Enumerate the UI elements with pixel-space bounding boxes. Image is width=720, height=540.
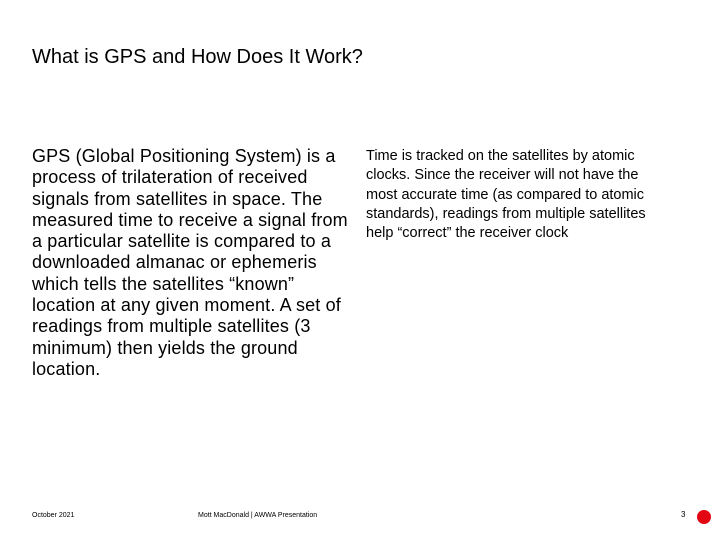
body-text-left: GPS (Global Positioning System) is a process of trilateration of received signals from satellites in space. The measured time to receive a signal from a particular satellite is compared to a downloaded almanac or ephemeris which tells the satellites “known” location at any given moment. A set of readings from multiple satellites (3 minimum) then yields the ground location. (32, 146, 348, 379)
footer-date: October 2021 (32, 512, 75, 519)
page-number: 3 (681, 510, 686, 519)
footer-organization: Mott MacDonald | AWWA Presentation (198, 512, 318, 519)
brand-dot-icon (697, 510, 711, 524)
slide-title: What is GPS and How Does It Work? (32, 46, 363, 68)
body-text-right: Time is tracked on the satellites by atomic clocks. Since the receiver will not have the most accurate time (as compared to atomic standards), readings from multiple satellites help “correct” the receiver clock (366, 148, 646, 242)
